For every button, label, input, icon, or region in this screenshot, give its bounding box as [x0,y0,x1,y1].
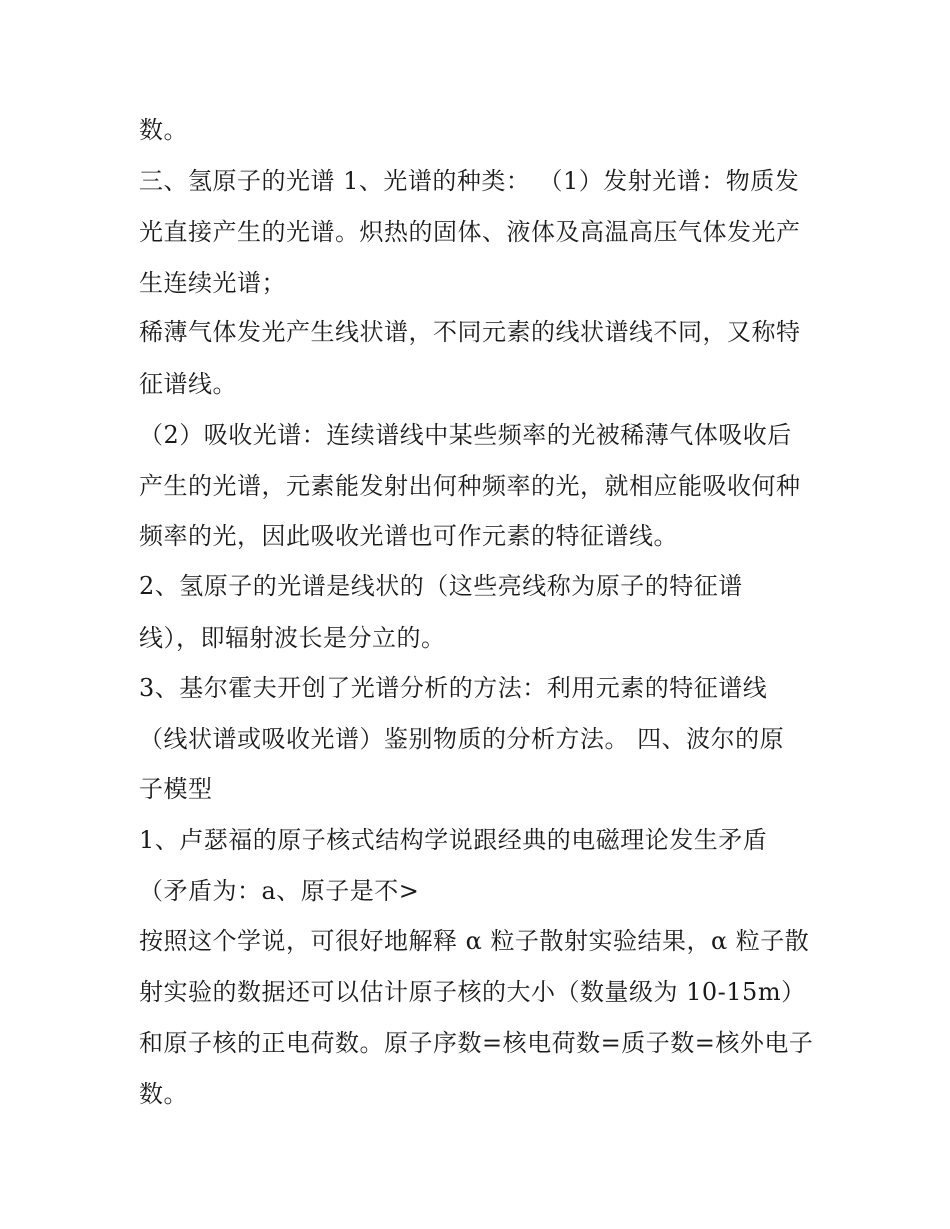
text-line: 征谱线。 [139,370,237,398]
text-line: 线），即辐射波长是分立的。 [139,624,446,652]
text-line: 数。 [139,116,188,144]
text-line: 频率的光，因此吸收光谱也可作元素的特征谱线。 [139,522,678,550]
text-line: （线状谱或吸收光谱）鉴别物质的分析方法。 四、波尔的原 [139,725,785,753]
text-line: 和原子核的正电荷数。原子序数=核电荷数=质子数=核外电子 [139,1029,814,1057]
text-line: 数。 [139,1080,188,1108]
text-line: （矛盾为：a、原子是不> [139,877,420,905]
text-line: 1、卢瑟福的原子核式结构学说跟经典的电磁理论发生矛盾 [139,826,768,854]
text-line: 光直接产生的光谱。炽热的固体、液体及高温高压气体发光产 [139,218,801,246]
text-line: 子模型 [139,775,213,803]
text-line: 射实验的数据还可以估计原子核的大小（数量级为 10-15m） [139,978,806,1006]
text-line: 3、基尔霍夫开创了光谱分析的方法：利用元素的特征谱线 [139,674,768,702]
text-line: 产生的光谱，元素能发射出何种频率的光，就相应能吸收何种 [139,472,801,500]
text-line: 2、氢原子的光谱是线状的（这些亮线称为原子的特征谱 [139,572,743,600]
text-line: 生连续光谱； [139,269,286,297]
text-line: （2）吸收光谱：连续谱线中某些频率的光被稀薄气体吸收后 [139,421,792,449]
text-line: 三、氢原子的光谱 1、光谱的种类： （1）发射光谱：物质发 [139,167,800,195]
text-line: 稀薄气体发光产生线状谱，不同元素的线状谱线不同，又称特 [139,318,801,346]
text-line: 按照这个学说，可很好地解释 α 粒子散射实验结果，α 粒子散 [139,927,810,955]
